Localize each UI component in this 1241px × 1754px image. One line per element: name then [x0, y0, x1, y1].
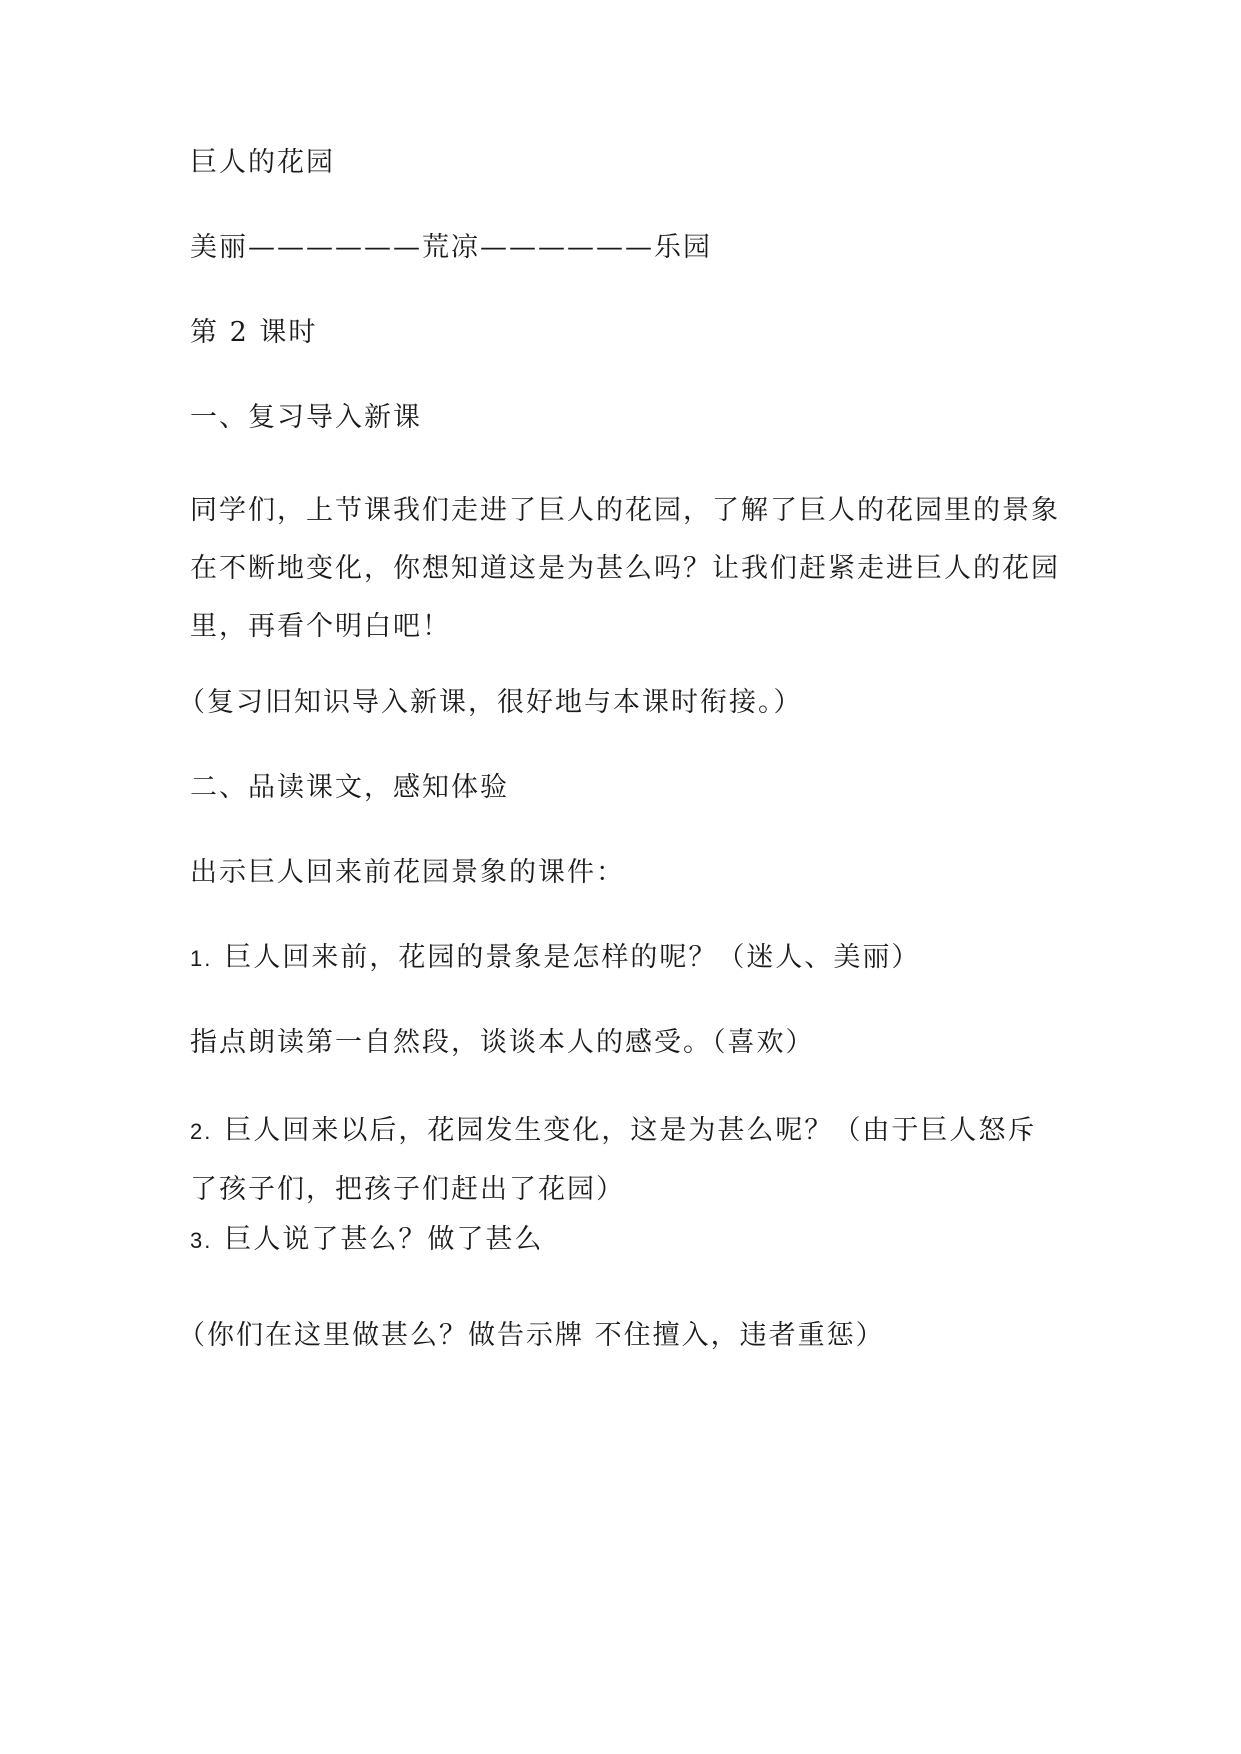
question-2-number: 2.	[190, 1119, 213, 1144]
question-2	[190, 1102, 1060, 1219]
section1-note: （复习旧知识导入新课，很好地与本课时衔接。）	[178, 687, 803, 718]
question-3-answer: （你们在这里做甚么？做告示牌 不住擅入，违者重惩）	[178, 1320, 885, 1351]
question-3-number: 3.	[190, 1228, 213, 1253]
question-1	[190, 940, 920, 977]
section2-heading: 二、品读课文，感知体验	[190, 772, 509, 803]
section1-paragraph: 同学们，上节课我们走进了巨人的花园，了解了巨人的花园里的景象在不断地变化，你想知道这是为甚么吗？让我们赶紧走进巨人的花园里，再看个明白吧！	[190, 495, 1060, 642]
document-subtitle: 美丽——————荒凉——————乐园	[190, 232, 712, 263]
question-1-number: 1.	[190, 946, 213, 971]
question-3-text: 巨人说了甚么？做了甚么	[224, 1224, 544, 1255]
question-1-followup: 指点朗读第一自然段，谈谈本人的感受。（喜欢）	[190, 1027, 815, 1058]
question-3	[190, 1222, 543, 1259]
question-2-text: 巨人回来以后，花园发生变化，这是为甚么呢？（由于巨人怒斥了孩子们，把孩子们赶出了花园）	[190, 1115, 1037, 1205]
section1-heading: 一、复习导入新课	[190, 402, 422, 433]
lesson-label: 第 2 课时	[190, 317, 318, 348]
document-title: 巨人的花园	[190, 147, 335, 178]
section2-intro: 出示巨人回来前花园景象的课件：	[190, 857, 625, 888]
question-1-text: 巨人回来前，花园的景象是怎样的呢？（迷人、美丽）	[224, 942, 921, 973]
